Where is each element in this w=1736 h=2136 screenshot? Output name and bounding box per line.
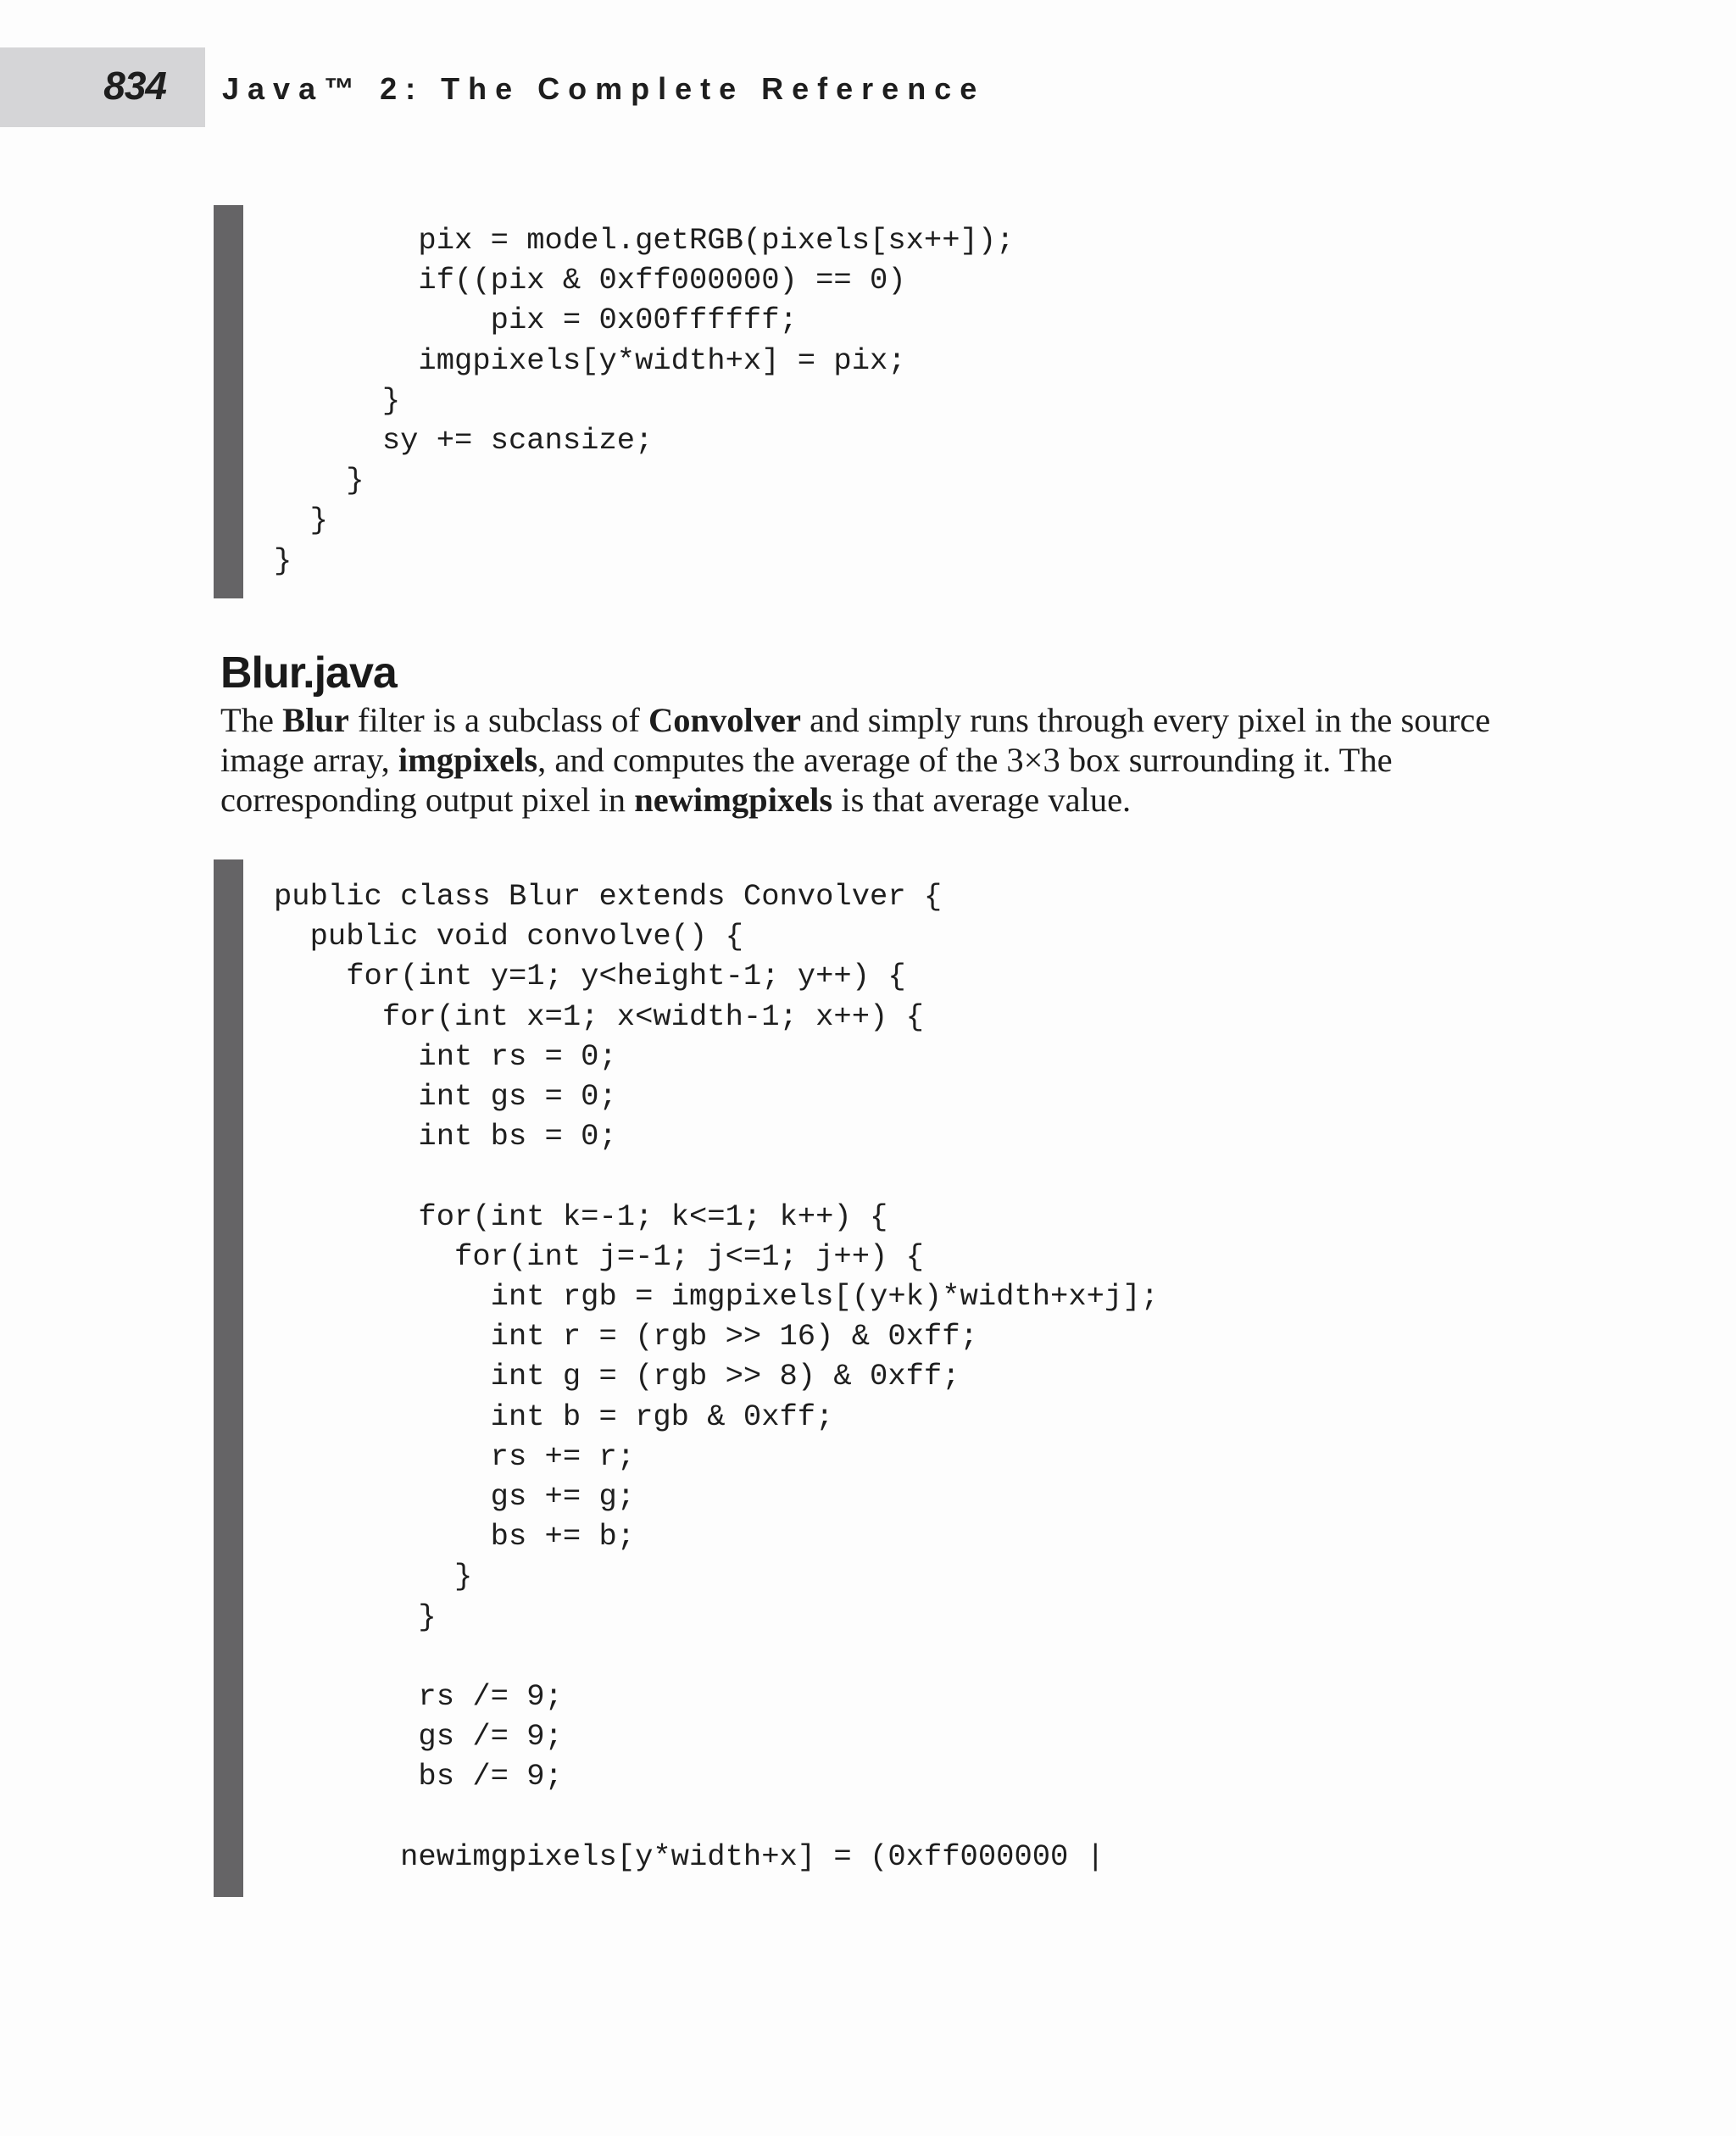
section-paragraph [220, 700, 1526, 820]
paragraph-code-term: Convolver [648, 701, 802, 739]
code-line: public void convolve() { [274, 919, 743, 954]
code-line: } [274, 463, 364, 498]
code-line: if((pix & 0xff000000) == 0) [274, 263, 906, 298]
section-heading: Blur.java [220, 648, 397, 698]
code-line: int r = (rgb >> 16) & 0xff; [274, 1319, 978, 1354]
paragraph-code-term: Blur [282, 701, 349, 739]
code-line: rs += r; [274, 1438, 636, 1474]
code-line: } [274, 1559, 473, 1594]
code-line: gs += g; [274, 1479, 636, 1515]
paragraph-code-term: newimgpixels [634, 781, 833, 819]
code-line: int rs = 0; [274, 1038, 617, 1074]
code-line: } [274, 382, 401, 418]
code-line: for(int y=1; y<height-1; y++) { [274, 959, 906, 994]
code-line: int b = rgb & 0xff; [274, 1399, 834, 1434]
code-line: for(int x=1; x<width-1; x++) { [274, 998, 924, 1034]
paragraph-code-term: imgpixels [398, 741, 538, 779]
code-margin-bar [214, 205, 243, 598]
code-line: int gs = 0; [274, 1079, 617, 1115]
code-line: bs += b; [274, 1519, 636, 1555]
code-text [274, 876, 1159, 1877]
paragraph-text: The [220, 701, 283, 739]
code-line: bs /= 9; [274, 1759, 563, 1794]
code-line: } [274, 503, 328, 538]
page-number-box [0, 47, 205, 127]
paragraph-text: filter is a subclass of [348, 701, 649, 739]
code-line: for(int k=-1; k<=1; k++) { [274, 1199, 888, 1234]
code-line: } [274, 1599, 437, 1634]
paragraph-text: and simply runs through every pixel in the source image array, [220, 701, 1491, 779]
code-margin-bar [214, 859, 243, 1897]
code-line: pix = 0x00ffffff; [274, 303, 798, 338]
page-number: 834 [103, 64, 166, 108]
running-head-title: Java™ 2: The Complete Reference [222, 71, 986, 106]
code-line: imgpixels[y*width+x] = pix; [274, 342, 906, 378]
code-line: newimgpixels[y*width+x] = (0xff000000 | [274, 1838, 1104, 1874]
code-line: public class Blur extends Convolver { [274, 879, 943, 914]
code-text [274, 220, 1014, 581]
code-line: gs /= 9; [274, 1719, 563, 1755]
code-line: rs /= 9; [274, 1679, 563, 1715]
code-line: int rgb = imgpixels[(y+k)*width+x+j]; [274, 1279, 1159, 1315]
code-line: sy += scansize; [274, 423, 654, 459]
code-line: } [274, 542, 292, 578]
paragraph-text: is that average value. [832, 781, 1132, 819]
paragraph-text: , and computes the average of the 3×3 box surrounding it. The corresponding output pixel in [220, 741, 1393, 819]
code-line: int bs = 0; [274, 1119, 617, 1154]
code-line: for(int j=-1; j<=1; j++) { [274, 1238, 924, 1274]
code-line: int g = (rgb >> 8) & 0xff; [274, 1359, 960, 1394]
code-line: pix = model.getRGB(pixels[sx++]); [274, 223, 1015, 258]
